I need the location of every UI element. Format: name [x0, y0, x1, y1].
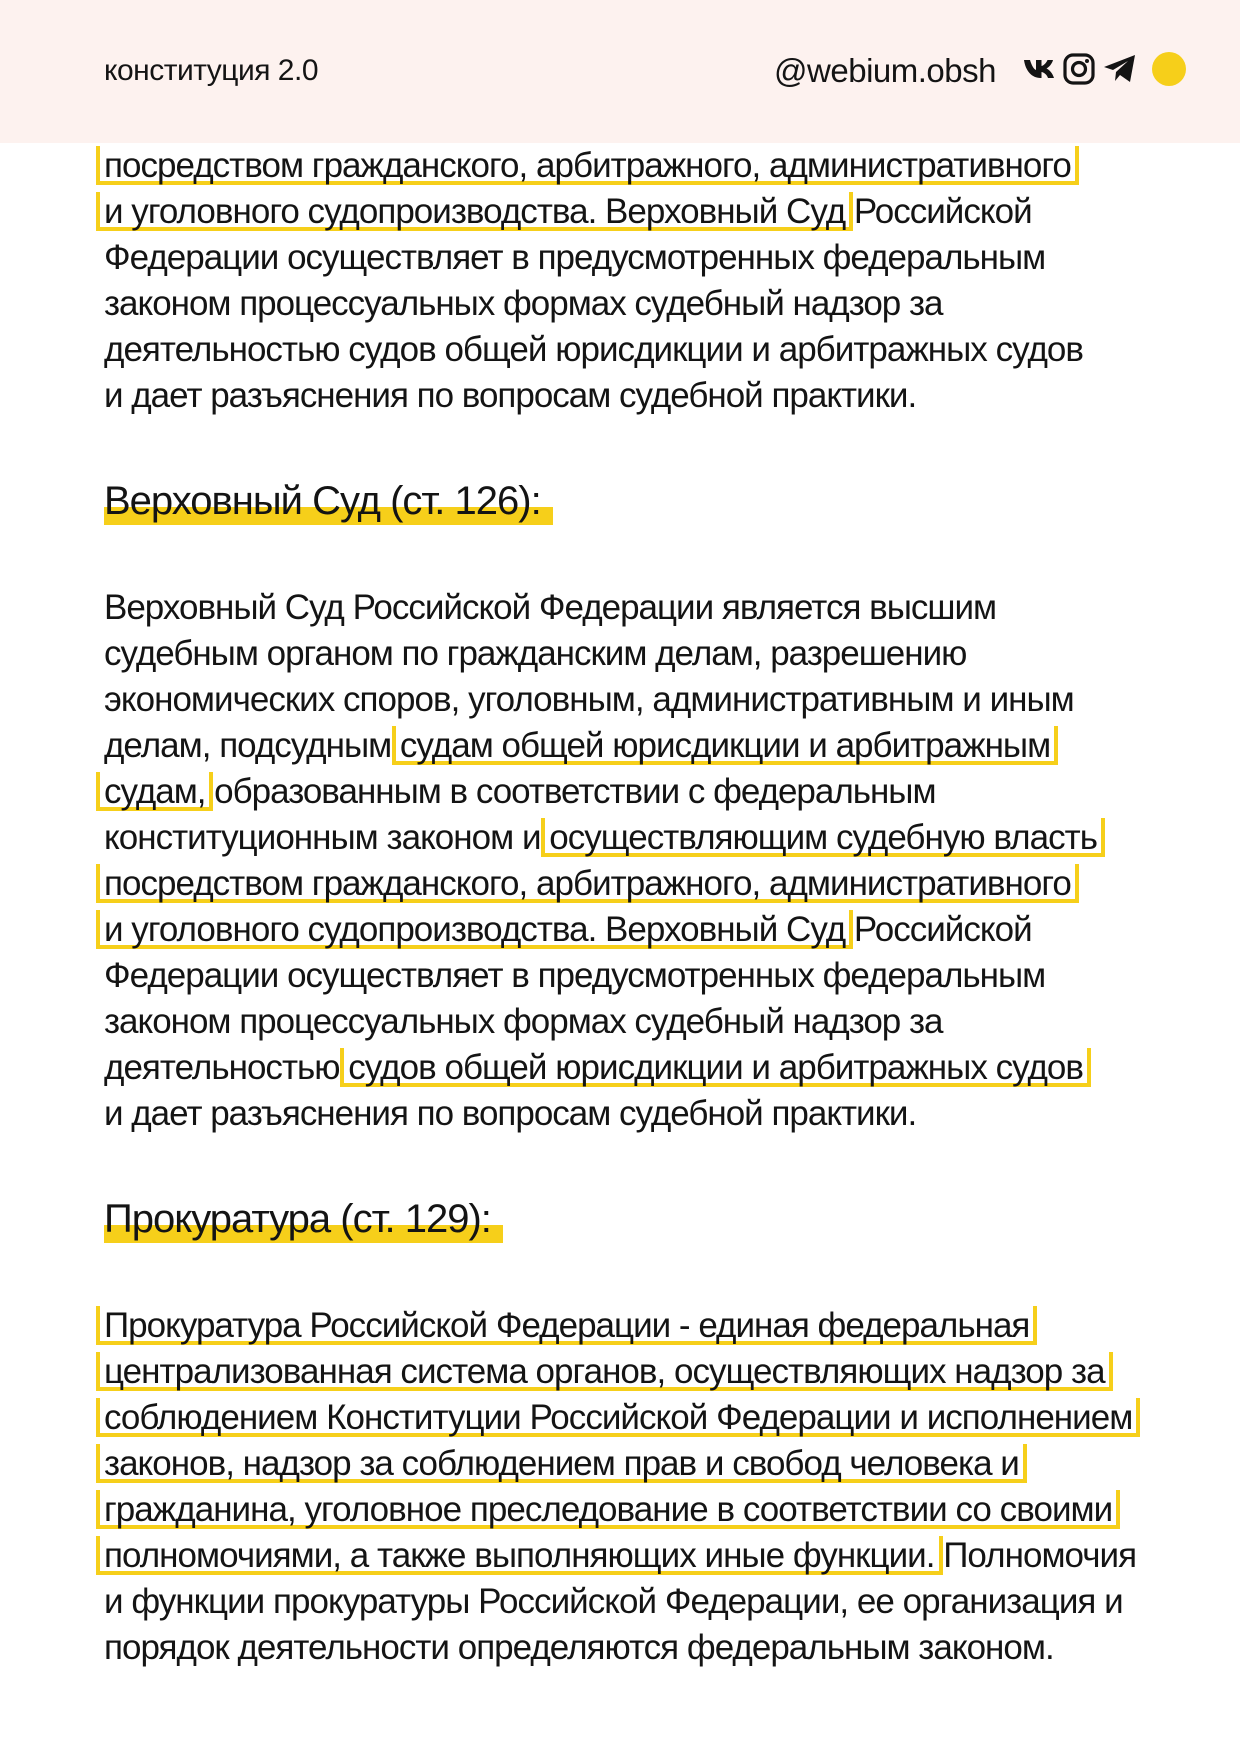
section-supreme-court-text — [104, 585, 1164, 1137]
highlighted-text: осуществляющим судебную власть — [541, 818, 1105, 857]
social-handle[interactable]: @webium.obsh — [774, 52, 996, 89]
highlighted-text: судам, — [96, 772, 213, 811]
paragraph-line: экономических споров, уголовным, административным и иным — [104, 680, 1074, 719]
paragraph-text: делам, подсудным — [104, 726, 400, 765]
brand-title: конституция 2.0 — [104, 54, 319, 87]
highlighted-text: и уголовного судопроизводства. Верховный Суд — [96, 192, 853, 231]
paragraph-line: деятельностью судов общей юрисдикции и арбитражных судов — [104, 330, 1083, 369]
telegram-icon[interactable] — [1102, 53, 1138, 85]
highlighted-text: гражданина, уголовное преследование в соответствии со своими — [96, 1490, 1120, 1529]
paragraph-line: Федерации осуществляет в предусмотренных федеральным — [104, 238, 1046, 277]
highlighted-text: соблюдением Конституции Российской Федерации и исполнением — [96, 1398, 1140, 1437]
document-body — [104, 143, 1164, 1671]
section-heading-supreme-court: Верховный Суд (ст. 126): — [104, 477, 553, 525]
paragraph-line: законом процессуальных формах судебный надзор за — [104, 284, 943, 323]
highlighted-text: посредством гражданского, арбитражного, административного — [96, 146, 1079, 185]
section-heading-prosecution: Прокуратура (ст. 129): — [104, 1195, 503, 1243]
paragraph-line: Верховный Суд Российской Федерации является высшим — [104, 588, 997, 627]
paragraph-line: и функции прокуратуры Российской Федерации, ее организация и — [104, 1582, 1123, 1621]
paragraph-line: законом процессуальных формах судебный надзор за — [104, 1002, 943, 1041]
instagram-icon[interactable] — [1062, 52, 1096, 86]
highlighted-text: законов, надзор за соблюдением прав и свобод человека и — [96, 1444, 1027, 1483]
paragraph-line: Федерации осуществляет в предусмотренных федеральным — [104, 956, 1046, 995]
vk-icon[interactable] — [1022, 57, 1056, 81]
accent-dot — [1152, 52, 1186, 86]
section-prosecution-text — [104, 1303, 1164, 1671]
highlighted-text: посредством гражданского, арбитражного, административного — [96, 864, 1079, 903]
highlighted-text: и уголовного судопроизводства. Верховный Суд — [96, 910, 853, 949]
paragraph-line: и дает разъяснения по вопросам судебной практики. — [104, 376, 917, 415]
paragraph-text: конституционным законом и — [104, 818, 550, 857]
highlighted-text: Прокуратура Российской Федерации - единая федеральная — [96, 1306, 1037, 1345]
paragraph-text: Полномочия — [934, 1536, 1137, 1575]
paragraph-text: Российской — [845, 910, 1032, 949]
highlighted-text: судам общей юрисдикции и арбитражным — [392, 726, 1058, 765]
highlighted-text: полномочиями, а также выполняющих иные функции. — [96, 1536, 943, 1575]
highlighted-text: судов общей юрисдикции и арбитражных судов — [340, 1048, 1091, 1087]
paragraph-text: деятельностью — [104, 1048, 349, 1087]
paragraph-text: образованным в соответствии с федеральным — [205, 772, 936, 811]
top-paragraph — [104, 143, 1164, 419]
paragraph-line: и дает разъяснения по вопросам судебной практики. — [104, 1094, 917, 1133]
social-icons — [1022, 52, 1186, 86]
paragraph-line: порядок деятельности определяются федеральным законом. — [104, 1628, 1054, 1667]
header-bar — [0, 0, 1240, 143]
paragraph-line: судебным органом по гражданским делам, разрешению — [104, 634, 967, 673]
highlighted-text: централизованная система органов, осуществляющих надзор за — [96, 1352, 1113, 1391]
paragraph-text: Российской — [853, 192, 1032, 231]
